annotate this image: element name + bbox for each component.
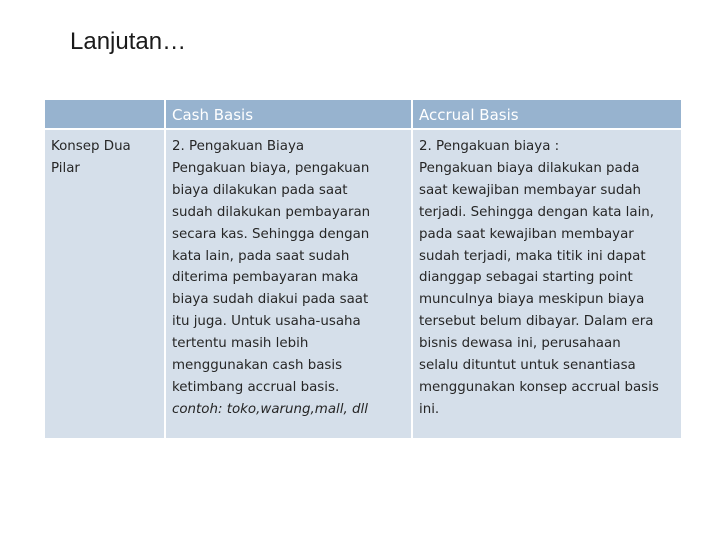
accrual-basis-line: munculnya biaya meskipun biaya xyxy=(419,292,645,308)
header-cell-empty xyxy=(45,100,164,130)
accrual-basis-line: pada saat kewajiban membayar xyxy=(419,226,634,242)
cash-basis-line: biaya sudah diakui pada saat xyxy=(172,292,369,308)
accrual-basis-line: terjadi. Sehingga dengan kata lain, xyxy=(419,204,655,220)
accrual-basis-line: 2. Pengakuan biaya : xyxy=(419,139,560,154)
accrual-basis-line: Pengakuan biaya dilakukan pada xyxy=(419,160,640,176)
table-row xyxy=(45,130,681,438)
cash-basis-line: menggunakan cash basis xyxy=(172,358,343,374)
header-cell-accrual-basis: Accrual Basis xyxy=(411,100,681,130)
cash-basis-line: Pengakuan biaya, pengakuan xyxy=(172,160,370,176)
concept-cell xyxy=(45,130,164,438)
slide-title: Lanjutan… xyxy=(70,28,187,55)
cash-basis-line: secara kas. Sehingga dengan xyxy=(172,226,370,242)
cash-basis-line: 2. Pengakuan Biaya xyxy=(172,139,305,154)
comparison-table xyxy=(45,100,681,438)
accrual-basis-line: selalu dituntut untuk senantiasa xyxy=(419,358,636,374)
cash-basis-line: diterima pembayaran maka xyxy=(172,270,359,286)
accrual-basis-line: bisnis dewasa ini, perusahaan xyxy=(419,336,621,352)
cash-basis-line: biaya dilakukan pada saat xyxy=(172,182,348,198)
header-cell-cash-basis: Cash Basis xyxy=(164,100,411,130)
accrual-basis-cell xyxy=(411,130,681,438)
cash-basis-cell xyxy=(164,130,411,438)
cash-basis-example: contoh: toko,warung,mall, dll xyxy=(172,401,368,417)
accrual-basis-line: tersebut belum dibayar. Dalam era xyxy=(419,314,654,330)
accrual-basis-line: dianggap sebagai starting point xyxy=(419,270,633,286)
concept-line: Konsep Dua xyxy=(51,139,131,154)
cash-basis-line: kata lain, pada saat sudah xyxy=(172,248,350,264)
accrual-basis-line: menggunakan konsep accrual basis xyxy=(419,379,659,395)
cash-basis-line: itu juga. Untuk usaha-usaha xyxy=(172,314,361,330)
accrual-basis-line: saat kewajiban membayar sudah xyxy=(419,182,642,198)
cash-basis-line: ketimbang accrual basis. xyxy=(172,379,340,395)
concept-line: Pilar xyxy=(51,160,80,176)
accrual-basis-line: ini. xyxy=(419,401,440,417)
cash-basis-line: sudah dilakukan pembayaran xyxy=(172,204,371,220)
accrual-basis-line: sudah terjadi, maka titik ini dapat xyxy=(419,248,646,264)
table-header-row xyxy=(45,100,681,130)
cash-basis-line: tertentu masih lebih xyxy=(172,336,309,352)
